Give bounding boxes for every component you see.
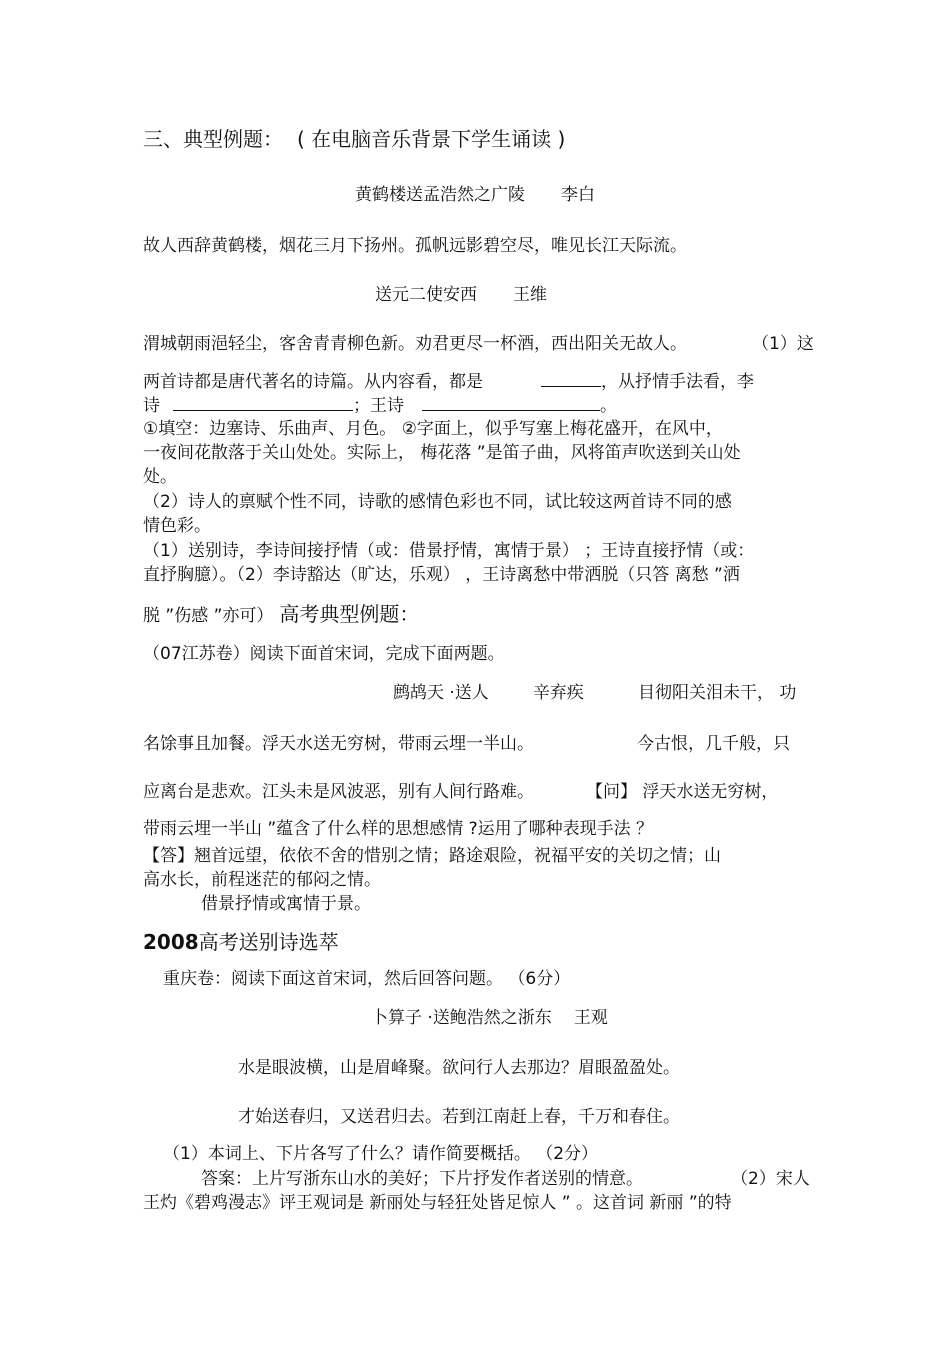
question1-number: （1）这 bbox=[752, 334, 814, 354]
jiangsu-header bbox=[393, 682, 584, 704]
answer2-line1: （1）送别诗，李诗间接抒情（或：借景抒情，寓情于景） ；王诗直接抒情（或： bbox=[143, 541, 755, 561]
section-2008-title: 高考送别诗选萃 bbox=[198, 930, 339, 954]
question1-line3-label: 诗 bbox=[143, 396, 160, 416]
jiangsu-poem-author: 辛弃疾 bbox=[532, 683, 584, 703]
poem2-header bbox=[375, 284, 547, 306]
poem1-author: 李白 bbox=[561, 185, 595, 205]
jiangsu-line1-tail: 目彻阳关泪未干， 功 bbox=[638, 683, 797, 703]
answer1-line2: 一夜间花散落于关山处处。实际上， 梅花落 ”是笛子曲，风将笛声吹送到关山处 bbox=[143, 443, 741, 463]
question1-line2 bbox=[143, 370, 754, 393]
jiangsu-answer-line2: 高水长，前程迷茫的郁闷之情。 bbox=[143, 870, 381, 890]
gaokao-heading: 高考典型例题： bbox=[279, 602, 420, 626]
jiangsu-answer-line3: 借景抒情或寓情于景。 bbox=[201, 894, 371, 914]
jiangsu-answer-line1: 【答】翘首远望，依依不舍的惜别之情；路途艰险，祝福平安的关切之情；山 bbox=[143, 846, 721, 866]
answer-blank-wang bbox=[422, 394, 600, 411]
answer2-line3-text: 脱 ”伤感 ”亦可） bbox=[143, 606, 274, 626]
chongqing-poem-line1: 水是眼波横，山是眉峰聚。欲问行人去那边？眉眼盈盈处。 bbox=[238, 1058, 680, 1078]
section-heading bbox=[143, 128, 565, 150]
chongqing-question2-line: 王灼《碧鸡漫志》评王观词是 新丽处与轻狂处皆足惊人 ” 。这首词 新丽 ”的特 bbox=[143, 1193, 732, 1213]
answer1-line1: ①填空：边塞诗、乐曲声、月色。 ②字面上，似乎写塞上梅花盛开，在风中， bbox=[143, 419, 723, 439]
jiangsu-question-line: 带雨云埋一半山 ”蕴含了什么样的思想感情 ?运用了哪种表现手法 ？ bbox=[143, 819, 654, 839]
chongqing-answer1: 答案：上片写浙东山水的美好；下片抒发作者送别的情意。 bbox=[201, 1169, 643, 1189]
poem1-title: 黄鹤楼送孟浩然之广陵 bbox=[355, 185, 525, 205]
section-heading-title: 三、典型例题： bbox=[143, 127, 283, 151]
question1-line2-tail: ，从抒情手法看，李 bbox=[601, 372, 754, 392]
jiangsu-line2: 名馀事且加餐。浮天水送无穷树，带雨云埋一半山。 bbox=[143, 734, 534, 754]
poem2-title: 送元二使安西 bbox=[375, 285, 477, 305]
section-2008-year: 2008 bbox=[143, 930, 199, 954]
section-2008-heading bbox=[143, 931, 339, 953]
answer-blank bbox=[541, 370, 601, 387]
jiangsu-line3: 应离台是悲欢。江头未是风波恶，别有人间行路难。 bbox=[143, 782, 534, 802]
chongqing-question1: （1）本词上、下片各写了什么？请作简要概括。 （2分） bbox=[163, 1144, 599, 1164]
poem1-header bbox=[355, 184, 595, 206]
chongqing-poem-line2: 才始送春归，又送君归去。若到江南赶上春，千万和春住。 bbox=[238, 1107, 680, 1127]
question1-line2-text: 两首诗都是唐代著名的诗篇。从内容看，都是 bbox=[143, 372, 483, 392]
answer2-line2: 直抒胸臆）。（2）李诗豁达（旷达，乐观） ，王诗离愁中带洒脱（只答 离愁 ”洒 bbox=[143, 565, 740, 585]
question2-line2: 情色彩。 bbox=[143, 516, 211, 536]
question1-line3-mid: ；王诗 bbox=[353, 396, 404, 416]
jiangsu-question-start: 【问】 浮天水送无穷树， bbox=[586, 782, 779, 802]
jiangsu-line2-tail: 今古恨，几千般，只 bbox=[637, 734, 790, 754]
chongqing-poem-author: 王观 bbox=[573, 1008, 608, 1028]
chongqing-header bbox=[371, 1007, 608, 1029]
answer1-line3: 处。 bbox=[143, 467, 177, 487]
answer-blank-li bbox=[173, 394, 353, 411]
poem1-text: 故人西辞黄鹤楼，烟花三月下扬州。孤帆远影碧空尽，唯见长江天际流。 bbox=[143, 236, 687, 256]
question2-line1: （2）诗人的禀赋个性不同，诗歌的感情色彩也不同，试比较这两首诗不同的感 bbox=[143, 492, 732, 512]
answer2-line3 bbox=[143, 603, 419, 627]
jiangsu-poem-title: 鹧鸪天 ·送人 bbox=[393, 683, 489, 703]
chongqing-poem-title: 卜算子 ·送鲍浩然之浙东 bbox=[371, 1008, 552, 1028]
question1-line3-end: 。 bbox=[600, 396, 617, 416]
poem2-text: 渭城朝雨浥轻尘，客舍青青柳色新。劝君更尽一杯酒，西出阳关无故人。 bbox=[143, 334, 687, 354]
section-heading-note: ( 在电脑音乐背景下学生诵读 ) bbox=[297, 127, 566, 151]
chongqing-question2-number: （2）宋人 bbox=[731, 1169, 810, 1189]
poem2-author: 王维 bbox=[513, 285, 547, 305]
chongqing-intro: 重庆卷：阅读下面这首宋词，然后回答问题。 （6分） bbox=[163, 969, 571, 989]
jiangsu-intro: （07江苏卷）阅读下面首宋词，完成下面两题。 bbox=[143, 644, 505, 664]
question1-line3 bbox=[143, 394, 617, 417]
